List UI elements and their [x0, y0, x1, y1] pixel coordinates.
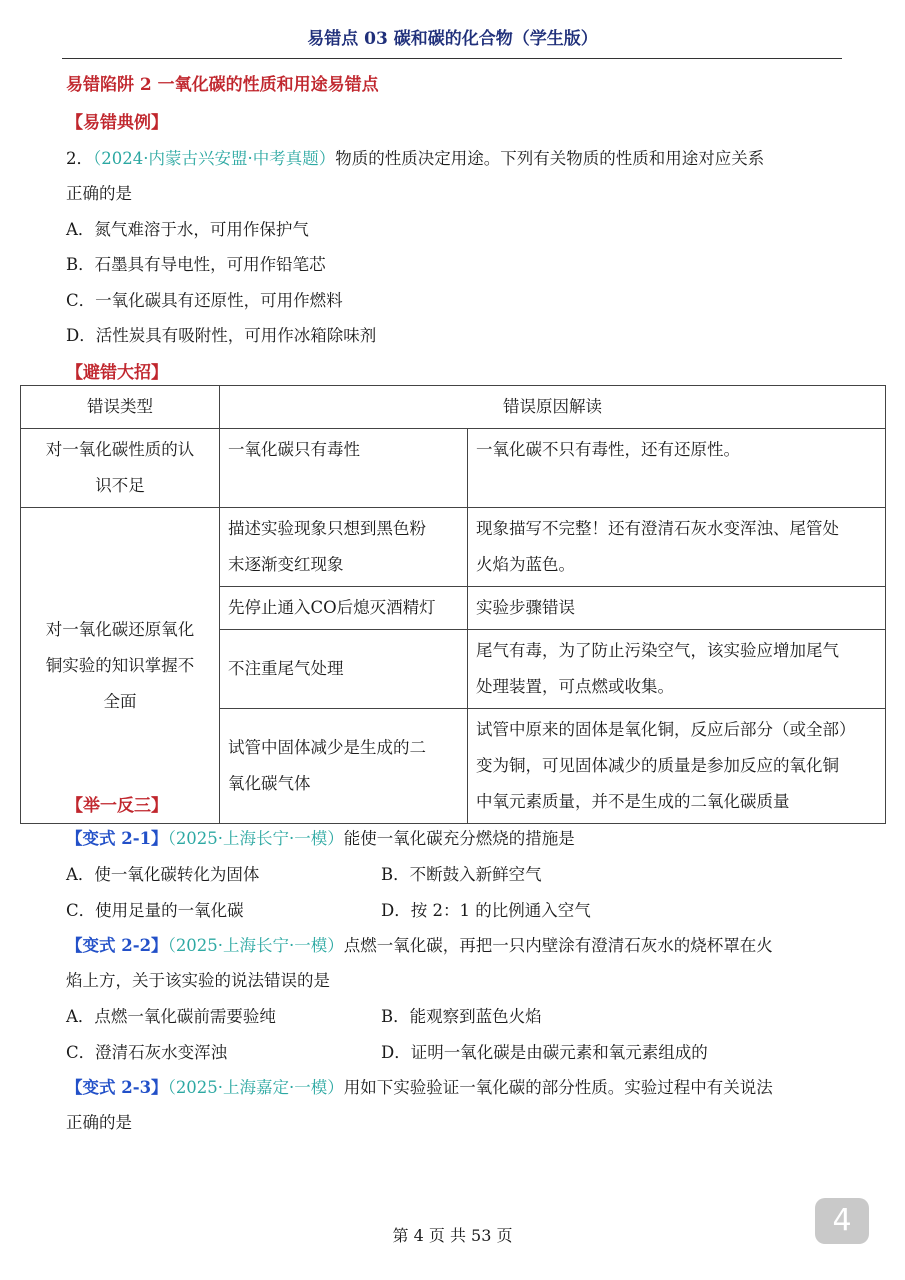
- mistake-cell: 一氧化碳只有毒性: [220, 429, 468, 508]
- example-option-d: D．活性炭具有吸附性，可用作冰箱除味剂: [66, 326, 377, 345]
- mistake-cell: 试管中固体减少是生成的二 氧化碳气体: [220, 709, 468, 824]
- variant-2-2-option-a: A．点燃一氧化碳前需要验纯: [66, 1007, 276, 1026]
- variant-source: （2025·上海嘉定·一模）: [167, 1078, 344, 1097]
- table-row: [21, 429, 886, 508]
- section-tips-heading: 【避错大招】: [66, 363, 168, 383]
- variant-2-3-stem: 【变式 2-3】（2025·上海嘉定·一模）用如下实验验证一氧化碳的部分性质。实验过程中有关说法: [66, 1078, 773, 1097]
- variant-2-2-option-b: B．能观察到蓝色火焰: [381, 1007, 542, 1026]
- example-question-stem: 物质的性质决定用途。下列有关物质的性质和用途对应关系: [335, 149, 765, 168]
- page-header-title: 易错点 03 碳和碳的化合物（学生版）: [307, 29, 598, 49]
- variant-2-1-option-d: D．按 2：1 的比例通入空气: [381, 901, 591, 920]
- example-option-b: B．石墨具有导电性，可用作铅笔芯: [66, 255, 326, 274]
- page-number-badge: 4: [815, 1198, 869, 1244]
- example-question-number: 2．: [66, 149, 93, 168]
- explanation-cell: 实验步骤错误: [468, 587, 886, 630]
- example-option-a: A．氮气难溶于水，可用作保护气: [66, 220, 309, 239]
- example-question-stem-continued: 正确的是: [66, 184, 132, 203]
- header-error-type: 错误类型: [21, 386, 220, 429]
- error-type-cell: 对一氧化碳性质的认 识不足: [21, 429, 220, 508]
- variant-2-1-option-a: A．使一氧化碳转化为固体: [66, 865, 260, 884]
- variant-source: （2025·上海长宁·一模）: [167, 936, 344, 955]
- trap-title: 易错陷阱 2 一氧化碳的性质和用途易错点: [66, 75, 379, 95]
- variant-2-2-option-d: D．证明一氧化碳是由碳元素和氧元素组成的: [381, 1043, 708, 1062]
- variant-2-3-stem-continued: 正确的是: [66, 1113, 132, 1132]
- variant-label: 【变式 2-3】: [66, 1078, 168, 1097]
- variant-2-2-stem-continued: 焰上方，关于该实验的说法错误的是: [66, 971, 330, 990]
- mistake-cell: 不注重尾气处理: [220, 630, 468, 709]
- example-question-line-1: [66, 145, 764, 169]
- variant-label: 【变式 2-2】: [66, 936, 168, 955]
- section-example-heading: 【易错典例】: [66, 113, 168, 133]
- explanation-cell: 现象描写不完整！还有澄清石灰水变浑浊、尾管处 火焰为蓝色。: [468, 508, 886, 587]
- variant-label: 【变式 2-1】: [66, 829, 168, 848]
- variant-2-1-option-b: B．不断鼓入新鲜空气: [381, 865, 542, 884]
- variant-source: （2025·上海长宁·一模）: [167, 829, 344, 848]
- header-error-reason: 错误原因解读: [220, 386, 886, 429]
- error-type-cell: 对一氧化碳还原氧化 铜实验的知识掌握不 全面: [21, 508, 220, 824]
- explanation-cell: 尾气有毒，为了防止污染空气，该实验应增加尾气 处理装置，可点燃或收集。: [468, 630, 886, 709]
- section-practice-heading: 【举一反三】: [66, 796, 168, 816]
- page-footer: 第 4 页 共 53 页: [392, 1226, 513, 1245]
- mistake-cell: 描述实验现象只想到黑色粉 末逐渐变红现象: [220, 508, 468, 587]
- mistake-cell: 先停止通入CO后熄灭酒精灯: [220, 587, 468, 630]
- variant-2-2-stem: 【变式 2-2】（2025·上海长宁·一模）点燃一氧化碳，再把一只内壁涂有澄清石灰水的烧杯罩在火: [66, 936, 773, 955]
- variant-2-1-option-c: C．使用足量的一氧化碳: [66, 901, 244, 920]
- error-analysis-table: [20, 385, 886, 824]
- variant-2-1-stem: 【变式 2-1】（2025·上海长宁·一模）能使一氧化碳充分燃烧的措施是: [66, 829, 575, 848]
- example-question-source: （2024·内蒙古兴安盟·中考真题）: [93, 149, 336, 168]
- table-row: [21, 508, 886, 587]
- explanation-cell: 试管中原来的固体是氧化铜，反应后部分（或全部） 变为铜，可见固体减少的质量是参加反应的氧化铜 中氧元素质量，并不是生成的二氧化碳质量: [468, 709, 886, 824]
- variant-2-2-option-c: C．澄清石灰水变浑浊: [66, 1043, 228, 1062]
- header-divider: [62, 58, 842, 59]
- table-header-row: [21, 386, 886, 429]
- example-option-c: C．一氧化碳具有还原性，可用作燃料: [66, 291, 343, 310]
- explanation-cell: 一氧化碳不只有毒性，还有还原性。: [468, 429, 886, 508]
